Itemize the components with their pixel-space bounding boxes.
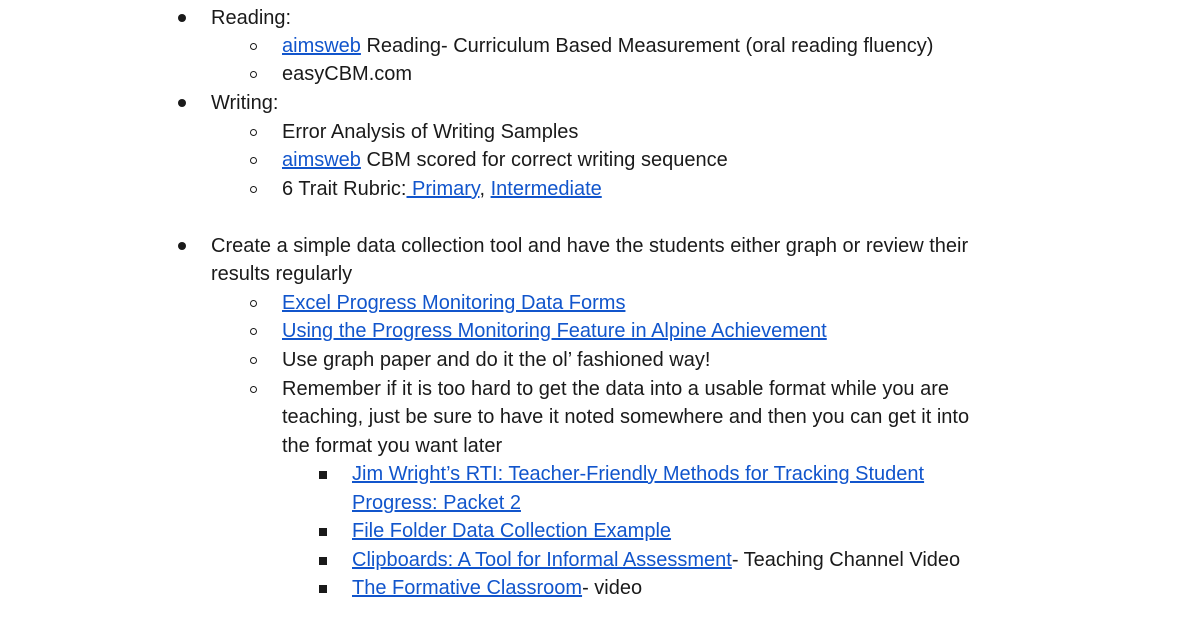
primary-link[interactable]: Primary bbox=[406, 178, 480, 200]
reading-heading: Reading: bbox=[211, 7, 292, 29]
formative-classroom-link[interactable]: The Formative Classroom bbox=[352, 577, 583, 599]
resource-jim-wright-line2 bbox=[352, 489, 521, 517]
intermediate-link[interactable]: Intermediate bbox=[490, 178, 602, 200]
excel-progress-forms-link[interactable]: Excel Progress Monitoring Data Forms bbox=[282, 292, 626, 314]
jim-wright-link[interactable]: Jim Wright’s RTI: Teacher-Friendly Methods for Tracking Student bbox=[352, 463, 925, 485]
writing-heading: Writing: bbox=[211, 92, 279, 114]
data-tool-text-line1: Create a simple data collection tool and have the students either graph or review their bbox=[211, 235, 969, 257]
data-tool-text-line2: results regularly bbox=[211, 263, 353, 285]
resource-clipboards: Clipboards: A Tool for Informal Assessment- Teaching Channel Video bbox=[352, 549, 961, 571]
aimsweb-link[interactable]: aimsweb bbox=[282, 35, 361, 57]
data-tool-sub-alpine bbox=[282, 317, 827, 345]
clipboards-link[interactable]: Clipboards: A Tool for Informal Assessment bbox=[352, 549, 732, 571]
data-tool-sub-graph-paper: Use graph paper and do it the ol’ fashioned way! bbox=[282, 349, 711, 371]
data-tool-sub-remember-line1: Remember if it is too hard to get the data into a usable format while you are bbox=[282, 378, 950, 400]
data-tool-sub-remember-line3: the format you want later bbox=[282, 435, 503, 457]
writing-item-error-analysis: Error Analysis of Writing Samples bbox=[282, 121, 579, 143]
resource-jim-wright-line1 bbox=[352, 460, 924, 488]
data-tool-sub-remember-line2: teaching, just be sure to have it noted somewhere and then you can get it into bbox=[282, 406, 970, 428]
resource-formative-classroom: The Formative Classroom- video bbox=[352, 577, 643, 599]
reading-item-easycbm: easyCBM.com bbox=[282, 63, 413, 85]
alpine-achievement-link[interactable]: Using the Progress Monitoring Feature in Alpine Achievement bbox=[282, 320, 827, 342]
aimsweb-link[interactable]: aimsweb bbox=[282, 149, 361, 171]
reading-item-aimsweb: aimsweb Reading- Curriculum Based Measurement (oral reading fluency) bbox=[282, 35, 934, 57]
writing-item-aimsweb: aimsweb CBM scored for correct writing sequence bbox=[282, 149, 728, 171]
jim-wright-link-cont[interactable]: Progress: Packet 2 bbox=[352, 492, 521, 514]
data-tool-sub-excel bbox=[282, 289, 625, 317]
file-folder-link[interactable]: File Folder Data Collection Example bbox=[352, 520, 672, 542]
resource-file-folder bbox=[352, 517, 671, 545]
writing-item-6-trait-rubric: 6 Trait Rubric: Primary, Intermediate bbox=[282, 178, 602, 200]
